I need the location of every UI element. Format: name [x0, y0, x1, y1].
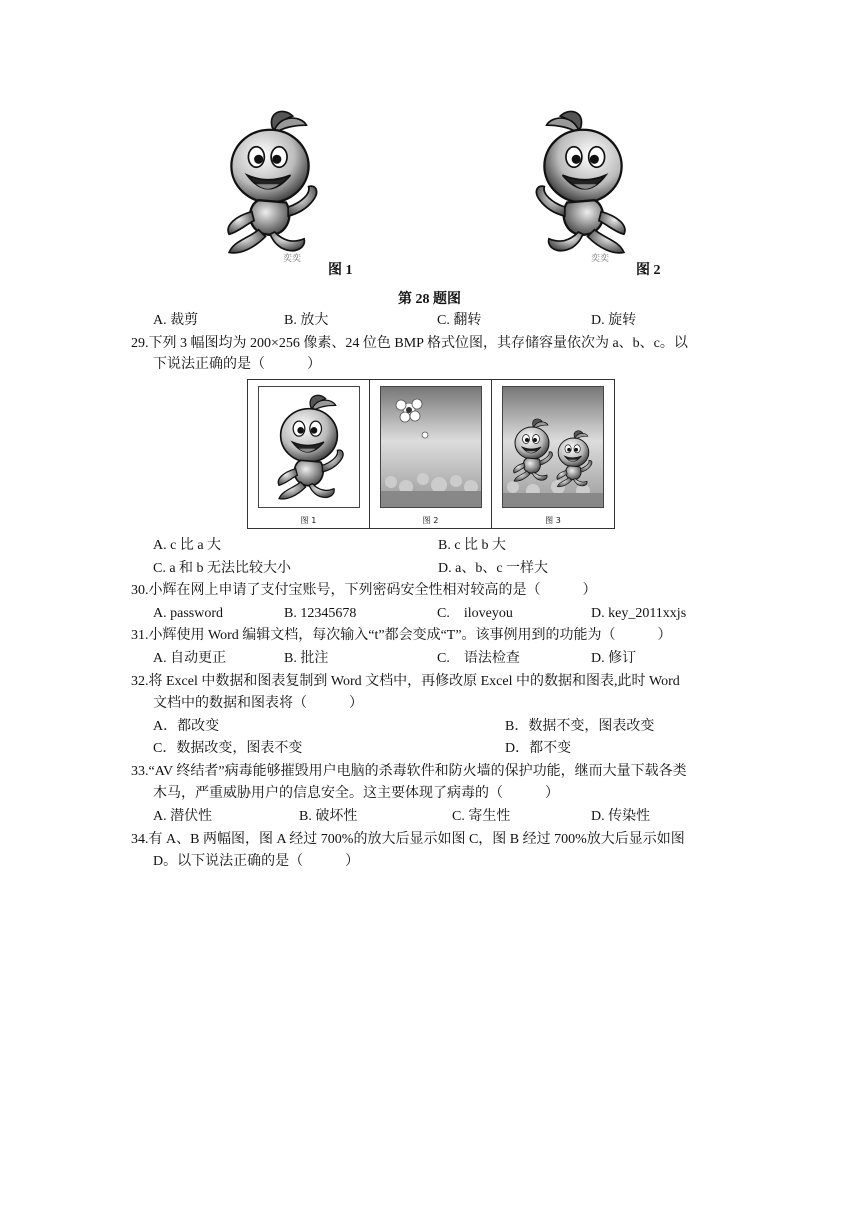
q32-option-b: B．数据不变，图表改变 — [505, 719, 655, 734]
q29-option-c: C. a 和 b 无法比较大小 — [153, 561, 292, 576]
q29-figure-3-image — [502, 386, 604, 508]
q31-option-a: A. 自动更正 — [153, 651, 227, 666]
q30-option-b: B. 12345678 — [284, 606, 357, 621]
q33-option-b: B. 破坏性 — [299, 809, 358, 824]
q29-option-b: B. c 比 b 大 — [438, 538, 507, 553]
q33-option-a: A. 潜伏性 — [153, 809, 213, 824]
q29-figure-cell-1 — [248, 380, 370, 528]
q31-option-c: C. 语法检查 — [437, 651, 520, 666]
q29-text-line1: 29.下列 3 幅图均为 200×256 像素、24 位色 BMP 格式位图，其存储容量依次为 a、b、c。以 — [131, 336, 688, 351]
figure-28-image-1 — [205, 107, 335, 257]
q32-text-line1: 32.将 Excel 中数据和图表复制到 Word 文档中，再修改原 Excel 中的数据和图表,此时 Word — [131, 674, 680, 689]
figure-28-caption: 第 28 题图 — [398, 292, 461, 307]
q29-option-d: D. a、b、c 一样大 — [438, 561, 549, 576]
q28-option-a: A. 裁剪 — [153, 313, 199, 328]
q30-option-d: D. key_2011xxjs — [591, 606, 687, 621]
q33-text-line1: 33.“AV 终结者”病毒能够摧毁用户电脑的杀毒软件和防火墙的保护功能，继而大量下载各类 — [131, 764, 687, 779]
q33-option-c: C. 寄生性 — [452, 809, 511, 824]
q32-text-line2: 文档中的数据和图表将（ ） — [153, 696, 363, 711]
figure-28-image-2 — [518, 107, 648, 257]
q32-option-c: C．数据改变，图表不变 — [153, 741, 303, 756]
q29-figure-cell-3 — [492, 380, 614, 528]
mascot-watermark-1: 奕奕 — [283, 254, 302, 264]
q31-option-d: D. 修订 — [591, 651, 637, 666]
q34-text-line2: D。以下说法正确的是（ ） — [153, 854, 360, 869]
q30-option-a: A. password — [153, 606, 223, 621]
q32-option-d: D．都不变 — [505, 741, 572, 756]
q34-text-line1: 34.有 A、B 两幅图，图 A 经过 700%的放大后显示如图 C，图 B 经过 700%放大后显示如图 — [131, 832, 685, 847]
q28-option-d: D. 旋转 — [591, 313, 637, 328]
q29-figure-2-image — [380, 386, 482, 508]
q29-figure-1-label: 图 1 — [300, 516, 317, 525]
q29-text-line2: 下说法正确的是（ ） — [153, 357, 321, 372]
q31-text: 31.小辉使用 Word 编辑文档，每次输入“t”都会变成“T”。该事例用到的功能为（ ） — [131, 628, 672, 643]
q28-option-b: B. 放大 — [284, 313, 329, 328]
q29-option-a: A. c 比 a 大 — [153, 538, 222, 553]
figure-28-label-1: 图 1 — [328, 263, 353, 278]
q32-option-a: A．都改变 — [153, 719, 220, 734]
mascot-watermark-2: 奕奕 — [591, 254, 610, 264]
q28-option-c: C. 翻转 — [437, 313, 482, 328]
q29-figure-cell-2 — [370, 380, 492, 528]
q30-option-c: C. iloveyou — [437, 606, 513, 621]
q29-figure-3-label: 图 3 — [545, 516, 561, 525]
q33-text-line2: 木马，严重威胁用户的信息安全。这主要体现了病毒的（ ） — [153, 786, 559, 801]
q29-figure-2-label: 图 2 — [422, 516, 439, 525]
q31-option-b: B. 批注 — [284, 651, 329, 666]
q29-figure-table — [247, 379, 615, 529]
figure-28-label-2: 图 2 — [636, 263, 661, 278]
q29-figure-1-image — [258, 386, 360, 508]
q30-text: 30.小辉在网上申请了支付宝账号，下列密码安全性相对较高的是（ ） — [131, 583, 597, 598]
q33-option-d: D. 传染性 — [591, 809, 651, 824]
